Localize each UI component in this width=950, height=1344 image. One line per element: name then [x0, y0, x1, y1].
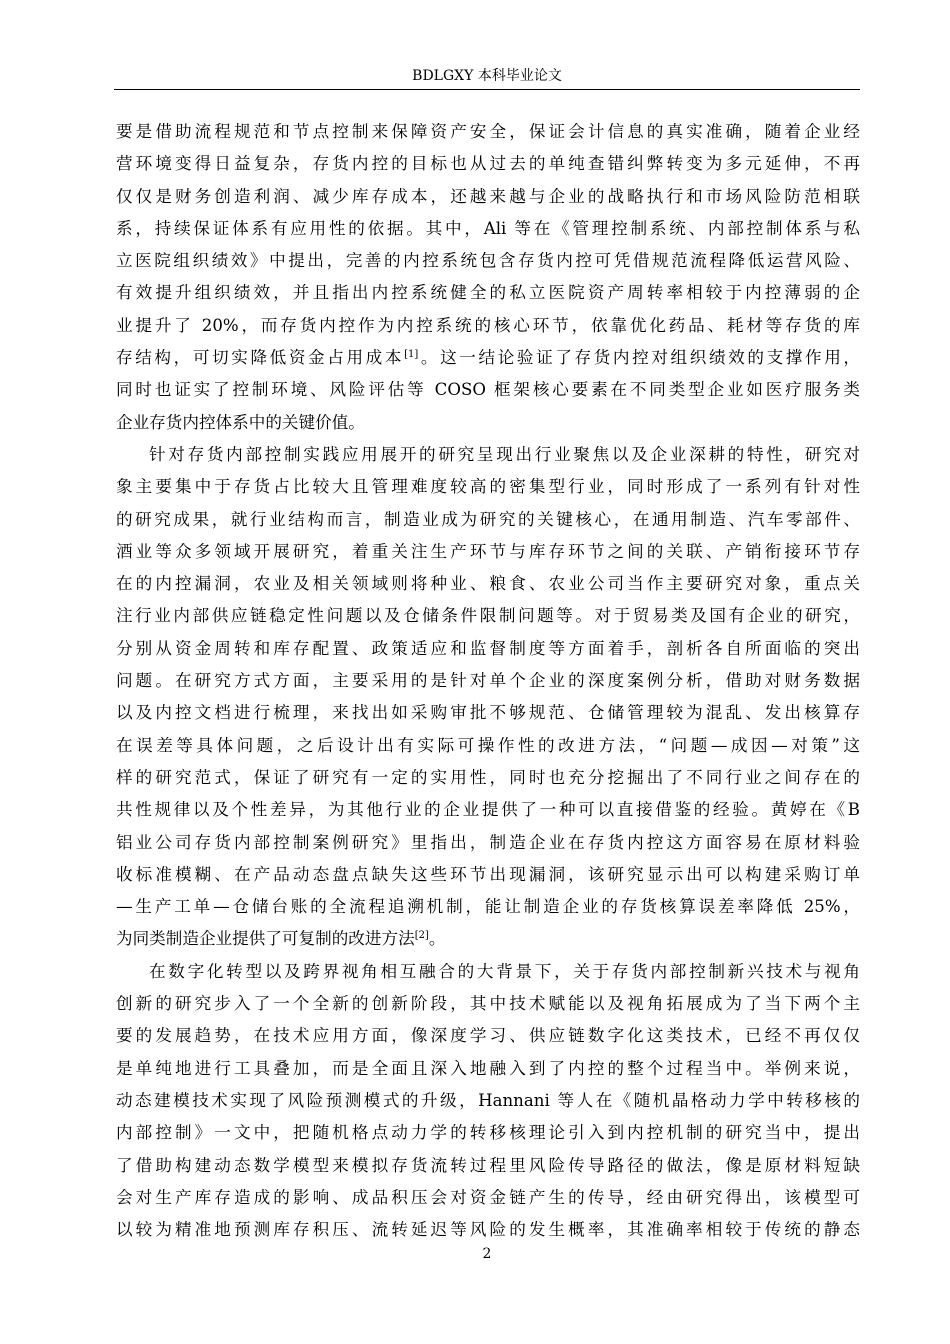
- text-line: 创新的研究步入了一个全新的创新阶段，其中技术赋能以及视角拓展成为了当下两个主: [116, 994, 860, 1014]
- text-line: 业提升了 20%，而存货内控作为内控系统的核心环节，依靠优化药品、耗材等存货的库: [116, 315, 860, 335]
- text-line: 酒业等众多领域开展研究，着重关注生产环节与库存环节之间的关联、产销衔接环节存: [116, 541, 860, 561]
- text-line: 针对存货内部控制实践应用展开的研究呈现出行业聚焦以及企业深耕的特性，研究对: [149, 444, 860, 464]
- text-line: 了借助构建动态数学模型来模拟存货流转过程里风险传导路径的做法，像是原材料短缺: [116, 1155, 860, 1175]
- page-header: BDLGXY 本科毕业论文: [412, 68, 562, 84]
- text-line: 问题。在研究方式方面，主要采用的是针对单个企业的深度案例分析，借助对财务数据: [116, 671, 860, 691]
- text-line: —生产工单—仓储台账的全流程追溯机制，能让制造企业的存货核算误差率降低 25%，: [116, 897, 860, 917]
- text-line: 铝业公司存货内部控制案例研究》里指出，制造企业在存货内控这方面容易在原材料验: [116, 832, 860, 852]
- text-line: 存结构，可切实降低资金占用成本[1]。这一结论验证了存货内控对组织绩效的支撑作用，: [116, 348, 861, 368]
- text-line: 注行业内部供应链稳定性问题以及仓储条件限制问题等。对于贸易类及国有企业的研究，: [116, 606, 860, 626]
- text-line: 同时也证实了控制环境、风险评估等 COSO 框架核心要素在不同类型企业如医疗服务类: [116, 380, 860, 400]
- paragraph: [116, 439, 860, 956]
- text-line: 样的研究范式，保证了研究有一定的实用性，同时也充分挖掘出了不同行业之间存在的: [116, 767, 860, 787]
- text-line: 企业存货内控体系中的关键价值。: [116, 412, 365, 432]
- text-line: 分别从资金周转和库存配置、政策适应和监督制度等方面着手，剖析各自所面临的突出: [116, 638, 860, 658]
- text-line: 要的发展趋势，在技术应用方面，像深度学习、供应链数字化这类技术，已经不再仅仅: [116, 1026, 860, 1046]
- citation-marker: [2]: [414, 930, 429, 942]
- text-line: 内部控制》一文中，把随机格点动力学的转移核理论引入到内控机制的研究当中，提出: [116, 1123, 860, 1143]
- text-line: 以较为精准地预测库存积压、流转延迟等风险的发生概率，其准确率相较于传统的静态: [116, 1220, 860, 1240]
- citation-marker: [1]: [404, 349, 419, 361]
- text-line: 有效提升组织绩效，并且指出内控系统健全的私立医院资产周转率相较于内控薄弱的企: [116, 283, 860, 303]
- page-number: 2: [482, 1246, 492, 1262]
- text-line: 立医院组织绩效》中提出，完善的内控系统包含存货内控可凭借规范流程降低运营风险、: [116, 251, 860, 271]
- text-line: 仅仅是财务创造利润、减少库存成本，还越来越与企业的战略执行和市场风险防范相联: [116, 186, 860, 206]
- text-line: 是单纯地进行工具叠加，而是全面且深入地融入到了内控的整个过程当中。举例来说，: [116, 1058, 860, 1078]
- text-line: 要是借助流程规范和节点控制来保障资产安全，保证会计信息的真实准确，随着企业经: [116, 122, 860, 141]
- text-line: 在的内控漏洞，农业及相关领域则将种业、粮食、农业公司当作主要研究对象，重点关: [116, 574, 860, 594]
- text-line: 以及内控文档进行梳理，来找出如采购审批不够规范、仓储管理较为混乱、发出核算存: [116, 703, 860, 723]
- paragraph: [116, 116, 860, 439]
- text-line: 在误差等具体问题，之后设计出有实际可操作性的改进方法，“问题—成因—对策”这: [116, 735, 860, 755]
- text-line: 营环境变得日益复杂，存货内控的目标也从过去的单纯查错纠弊转变为多元延伸，不再: [116, 154, 860, 174]
- text-line: 共性规律以及个性差异，为其他行业的企业提供了一种可以直接借鉴的经验。黄婷在《B: [116, 800, 860, 820]
- text-line: 象主要集中于存货占比较大且管理难度较高的密集型行业，同时形成了一系列有针对性: [116, 477, 860, 497]
- text-line: 在数字化转型以及跨界视角相互融合的大背景下，关于存货内部控制新兴技术与视角: [149, 961, 860, 981]
- text-line: 系，持续保证体系有应用性的依据。其中，Ali 等在《管理控制系统、内部控制体系与私: [116, 218, 860, 238]
- text-line: 收标准模糊、在产品动态盘点缺失这些环节出现漏洞，该研究显示出可以构建采购订单: [116, 864, 860, 884]
- text-line: 会对生产库存造成的影响、成品积压会对资金链产生的传导，经由研究得出，该模型可: [116, 1187, 860, 1207]
- text-line: 动态建模技术实现了风险预测模式的升级，Hannani 等人在《随机晶格动力学中转移核的: [116, 1090, 860, 1110]
- paragraph: [116, 956, 860, 1247]
- body-text: [116, 116, 860, 1246]
- text-line: 为同类制造企业提供了可复制的改进方法[2]。: [116, 929, 446, 949]
- text-line: 的研究成果，就行业结构而言，制造业成为研究的关键核心，在通用制造、汽车零部件、: [116, 509, 860, 529]
- header-rule: [114, 89, 860, 90]
